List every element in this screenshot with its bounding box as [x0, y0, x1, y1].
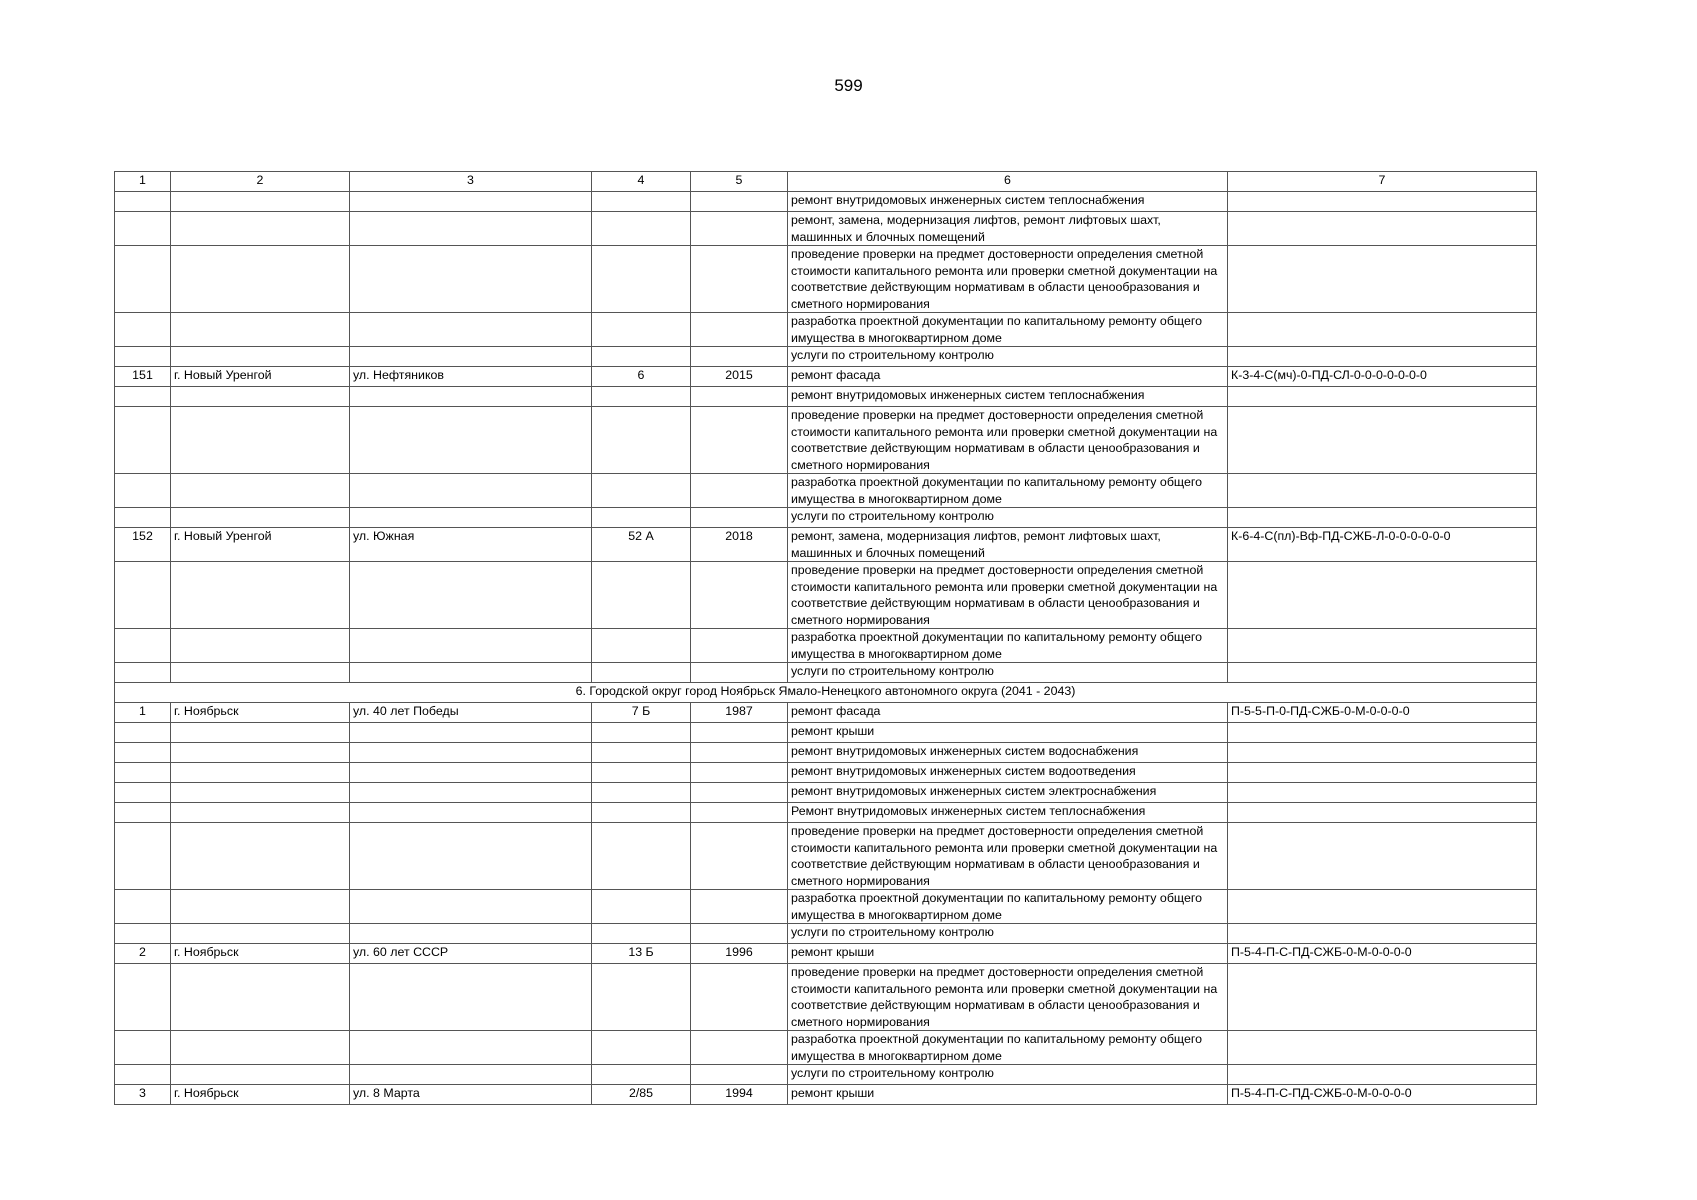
city-cell	[171, 723, 350, 743]
work-type-cell: разработка проектной документации по капитальному ремонту общего имущества в многоквартирном доме	[788, 1031, 1228, 1065]
work-type-cell: ремонт, замена, модернизация лифтов, ремонт лифтовых шахт, машинных и блочных помещений	[788, 212, 1228, 246]
build-year-cell: 1996	[691, 944, 788, 964]
table-row	[115, 823, 1537, 890]
table-row	[115, 629, 1537, 663]
table-row	[115, 743, 1537, 763]
city-cell	[171, 924, 350, 944]
build-year-cell: 1987	[691, 703, 788, 723]
table-header-row	[115, 172, 1537, 192]
city-cell	[171, 508, 350, 528]
house-number-cell	[592, 890, 691, 924]
work-type-cell: ремонт крыши	[788, 723, 1228, 743]
build-year-cell	[691, 1031, 788, 1065]
table-row	[115, 964, 1537, 1031]
house-code-cell	[1228, 1065, 1537, 1085]
street-cell	[350, 1065, 592, 1085]
work-type-cell: разработка проектной документации по капитальному ремонту общего имущества в многоквартирном доме	[788, 474, 1228, 508]
city-cell	[171, 890, 350, 924]
table-row	[115, 924, 1537, 944]
street-cell	[350, 192, 592, 212]
house-number-cell	[592, 313, 691, 347]
city-cell: г. Новый Уренгой	[171, 367, 350, 387]
build-year-cell	[691, 663, 788, 683]
row-number-cell: 152	[115, 528, 171, 562]
house-number-cell	[592, 783, 691, 803]
street-cell: ул. Южная	[350, 528, 592, 562]
city-cell	[171, 663, 350, 683]
street-cell	[350, 924, 592, 944]
table-row	[115, 192, 1537, 212]
table-row	[115, 407, 1537, 474]
city-cell	[171, 562, 350, 629]
table-row	[115, 803, 1537, 823]
city-cell: г. Ноябрьск	[171, 703, 350, 723]
house-number-cell	[592, 743, 691, 763]
table-row	[115, 944, 1537, 964]
table-row	[115, 474, 1537, 508]
section-heading: 6. Городской округ город Ноябрьск Ямало-Ненецкого автономного округа (2041 - 2043)	[115, 683, 1537, 703]
house-code-cell	[1228, 192, 1537, 212]
street-cell	[350, 803, 592, 823]
house-number-cell	[592, 823, 691, 890]
city-cell: г. Ноябрьск	[171, 1085, 350, 1105]
house-code-cell	[1228, 313, 1537, 347]
street-cell	[350, 723, 592, 743]
table-row	[115, 562, 1537, 629]
house-number-cell: 6	[592, 367, 691, 387]
house-number-cell	[592, 192, 691, 212]
build-year-cell: 1994	[691, 1085, 788, 1105]
build-year-cell	[691, 763, 788, 783]
table-row	[115, 723, 1537, 743]
house-number-cell	[592, 246, 691, 313]
table-row	[115, 663, 1537, 683]
house-code-cell	[1228, 743, 1537, 763]
build-year-cell	[691, 562, 788, 629]
work-type-cell: Ремонт внутридомовых инженерных систем теплоснабжения	[788, 803, 1228, 823]
city-cell	[171, 246, 350, 313]
street-cell	[350, 629, 592, 663]
row-number-cell	[115, 803, 171, 823]
house-code-cell: П-5-4-П-С-ПД-СЖБ-0-М-0-0-0-0	[1228, 1085, 1537, 1105]
house-number-cell	[592, 508, 691, 528]
work-type-cell: ремонт внутридомовых инженерных систем водоснабжения	[788, 743, 1228, 763]
street-cell	[350, 246, 592, 313]
row-number-cell	[115, 407, 171, 474]
work-type-cell: услуги по строительному контролю	[788, 924, 1228, 944]
street-cell	[350, 212, 592, 246]
table-row	[115, 1085, 1537, 1105]
row-number-cell	[115, 212, 171, 246]
build-year-cell	[691, 723, 788, 743]
header-cell: 2	[171, 172, 350, 192]
row-number-cell: 151	[115, 367, 171, 387]
street-cell: ул. Нефтяников	[350, 367, 592, 387]
row-number-cell	[115, 723, 171, 743]
work-type-cell: ремонт внутридомовых инженерных систем теплоснабжения	[788, 192, 1228, 212]
row-number-cell: 3	[115, 1085, 171, 1105]
house-code-cell: П-5-4-П-С-ПД-СЖБ-0-М-0-0-0-0	[1228, 944, 1537, 964]
street-cell	[350, 387, 592, 407]
house-code-cell	[1228, 964, 1537, 1031]
city-cell	[171, 347, 350, 367]
street-cell	[350, 743, 592, 763]
house-code-cell	[1228, 629, 1537, 663]
row-number-cell	[115, 663, 171, 683]
work-type-cell: ремонт крыши	[788, 1085, 1228, 1105]
street-cell: ул. 40 лет Победы	[350, 703, 592, 723]
house-code-cell	[1228, 663, 1537, 683]
work-type-cell: проведение проверки на предмет достоверности определения сметной стоимости капитального ремонта или проверки сметной документации на соответствие действующим нормативам в области ценообразования и сметного нормирования	[788, 562, 1228, 629]
house-code-cell	[1228, 823, 1537, 890]
house-number-cell	[592, 629, 691, 663]
house-number-cell	[592, 663, 691, 683]
house-number-cell	[592, 407, 691, 474]
build-year-cell	[691, 387, 788, 407]
row-number-cell: 1	[115, 703, 171, 723]
street-cell	[350, 783, 592, 803]
table-row	[115, 703, 1537, 723]
city-cell	[171, 474, 350, 508]
house-code-cell	[1228, 783, 1537, 803]
street-cell	[350, 313, 592, 347]
city-cell: г. Новый Уренгой	[171, 528, 350, 562]
table-row	[115, 1031, 1537, 1065]
row-number-cell	[115, 313, 171, 347]
header-cell: 1	[115, 172, 171, 192]
street-cell	[350, 407, 592, 474]
work-type-cell: ремонт крыши	[788, 944, 1228, 964]
build-year-cell	[691, 407, 788, 474]
house-code-cell	[1228, 562, 1537, 629]
table-row	[115, 387, 1537, 407]
work-type-cell: проведение проверки на предмет достоверности определения сметной стоимости капитального ремонта или проверки сметной документации на соответствие действующим нормативам в области ценообразования и сметного нормирования	[788, 246, 1228, 313]
house-code-cell: П-5-5-П-0-ПД-СЖБ-0-М-0-0-0-0	[1228, 703, 1537, 723]
work-type-cell: ремонт фасада	[788, 367, 1228, 387]
house-code-cell	[1228, 212, 1537, 246]
house-number-cell	[592, 562, 691, 629]
house-number-cell	[592, 803, 691, 823]
table-row	[115, 347, 1537, 367]
build-year-cell	[691, 246, 788, 313]
work-type-cell: услуги по строительному контролю	[788, 663, 1228, 683]
page-number: 599	[834, 76, 863, 95]
city-cell	[171, 783, 350, 803]
house-number-cell: 13 Б	[592, 944, 691, 964]
build-year-cell	[691, 803, 788, 823]
street-cell	[350, 474, 592, 508]
table-row	[115, 763, 1537, 783]
house-code-cell	[1228, 407, 1537, 474]
city-cell	[171, 763, 350, 783]
work-type-cell: ремонт внутридомовых инженерных систем теплоснабжения	[788, 387, 1228, 407]
street-cell	[350, 1031, 592, 1065]
house-number-cell: 2/85	[592, 1085, 691, 1105]
house-number-cell	[592, 1031, 691, 1065]
city-cell	[171, 803, 350, 823]
house-number-cell	[592, 763, 691, 783]
build-year-cell	[691, 212, 788, 246]
city-cell	[171, 387, 350, 407]
build-year-cell	[691, 629, 788, 663]
city-cell	[171, 407, 350, 474]
city-cell	[171, 823, 350, 890]
work-type-cell: проведение проверки на предмет достоверности определения сметной стоимости капитального ремонта или проверки сметной документации на соответствие действующим нормативам в области ценообразования и сметного нормирования	[788, 823, 1228, 890]
table-row	[115, 890, 1537, 924]
row-number-cell	[115, 763, 171, 783]
house-code-cell	[1228, 723, 1537, 743]
table-row	[115, 367, 1537, 387]
house-number-cell	[592, 387, 691, 407]
table-row	[115, 528, 1537, 562]
city-cell	[171, 1065, 350, 1085]
row-number-cell	[115, 387, 171, 407]
house-number-cell	[592, 212, 691, 246]
row-number-cell	[115, 629, 171, 663]
header-cell: 5	[691, 172, 788, 192]
header-cell: 4	[592, 172, 691, 192]
street-cell	[350, 508, 592, 528]
city-cell	[171, 313, 350, 347]
build-year-cell	[691, 474, 788, 508]
city-cell: г. Ноябрьск	[171, 944, 350, 964]
build-year-cell	[691, 508, 788, 528]
house-code-cell	[1228, 347, 1537, 367]
table-row	[115, 1065, 1537, 1085]
house-number-cell	[592, 723, 691, 743]
table-row	[115, 313, 1537, 347]
build-year-cell	[691, 823, 788, 890]
house-number-cell	[592, 964, 691, 1031]
table-row	[115, 212, 1537, 246]
header-cell: 7	[1228, 172, 1537, 192]
city-cell	[171, 743, 350, 763]
row-number-cell	[115, 1031, 171, 1065]
city-cell	[171, 192, 350, 212]
row-number-cell	[115, 192, 171, 212]
row-number-cell	[115, 924, 171, 944]
header-cell: 6	[788, 172, 1228, 192]
work-type-cell: услуги по строительному контролю	[788, 1065, 1228, 1085]
work-type-cell: разработка проектной документации по капитальному ремонту общего имущества в многоквартирном доме	[788, 313, 1228, 347]
header-cell: 3	[350, 172, 592, 192]
build-year-cell	[691, 347, 788, 367]
city-cell	[171, 964, 350, 1031]
build-year-cell	[691, 890, 788, 924]
build-year-cell	[691, 924, 788, 944]
city-cell	[171, 629, 350, 663]
street-cell	[350, 890, 592, 924]
build-year-cell	[691, 783, 788, 803]
build-year-cell	[691, 743, 788, 763]
street-cell	[350, 823, 592, 890]
house-code-cell	[1228, 1031, 1537, 1065]
street-cell	[350, 964, 592, 1031]
work-type-cell: проведение проверки на предмет достоверности определения сметной стоимости капитального ремонта или проверки сметной документации на соответствие действующим нормативам в области ценообразования и сметного нормирования	[788, 964, 1228, 1031]
row-number-cell	[115, 1065, 171, 1085]
row-number-cell	[115, 474, 171, 508]
row-number-cell	[115, 246, 171, 313]
build-year-cell: 2018	[691, 528, 788, 562]
house-code-cell	[1228, 508, 1537, 528]
row-number-cell: 2	[115, 944, 171, 964]
house-number-cell	[592, 924, 691, 944]
street-cell	[350, 763, 592, 783]
house-code-cell: К-6-4-С(пл)-Вф-ПД-СЖБ-Л-0-0-0-0-0-0	[1228, 528, 1537, 562]
row-number-cell	[115, 562, 171, 629]
work-type-cell: ремонт внутридомовых инженерных систем электроснабжения	[788, 783, 1228, 803]
house-code-cell	[1228, 387, 1537, 407]
house-code-cell	[1228, 890, 1537, 924]
table-row	[115, 508, 1537, 528]
build-year-cell	[691, 1065, 788, 1085]
build-year-cell	[691, 192, 788, 212]
work-type-cell: услуги по строительному контролю	[788, 508, 1228, 528]
table-row	[115, 246, 1537, 313]
house-code-cell	[1228, 803, 1537, 823]
row-number-cell	[115, 347, 171, 367]
row-number-cell	[115, 783, 171, 803]
street-cell: ул. 8 Марта	[350, 1085, 592, 1105]
work-type-cell: ремонт фасада	[788, 703, 1228, 723]
work-type-cell: проведение проверки на предмет достоверности определения сметной стоимости капитального ремонта или проверки сметной документации на соответствие действующим нормативам в области ценообразования и сметного нормирования	[788, 407, 1228, 474]
house-number-cell: 52 А	[592, 528, 691, 562]
row-number-cell	[115, 743, 171, 763]
house-code-cell	[1228, 763, 1537, 783]
house-code-cell: К-3-4-С(мч)-0-ПД-СЛ-0-0-0-0-0-0-0	[1228, 367, 1537, 387]
work-type-cell: ремонт, замена, модернизация лифтов, ремонт лифтовых шахт, машинных и блочных помещений	[788, 528, 1228, 562]
house-number-cell	[592, 1065, 691, 1085]
city-cell	[171, 1031, 350, 1065]
city-cell	[171, 212, 350, 246]
work-type-cell: ремонт внутридомовых инженерных систем водоотведения	[788, 763, 1228, 783]
house-number-cell	[592, 474, 691, 508]
street-cell	[350, 562, 592, 629]
street-cell	[350, 347, 592, 367]
build-year-cell: 2015	[691, 367, 788, 387]
street-cell	[350, 663, 592, 683]
work-type-cell: услуги по строительному контролю	[788, 347, 1228, 367]
house-number-cell: 7 Б	[592, 703, 691, 723]
house-number-cell	[592, 347, 691, 367]
street-cell: ул. 60 лет СССР	[350, 944, 592, 964]
house-code-cell	[1228, 924, 1537, 944]
table-row	[115, 783, 1537, 803]
row-number-cell	[115, 823, 171, 890]
work-type-cell: разработка проектной документации по капитальному ремонту общего имущества в многоквартирном доме	[788, 629, 1228, 663]
section-heading-row	[115, 683, 1537, 703]
row-number-cell	[115, 964, 171, 1031]
row-number-cell	[115, 890, 171, 924]
repair-schedule-table	[114, 171, 1537, 1105]
build-year-cell	[691, 313, 788, 347]
house-code-cell	[1228, 474, 1537, 508]
work-type-cell: разработка проектной документации по капитальному ремонту общего имущества в многоквартирном доме	[788, 890, 1228, 924]
build-year-cell	[691, 964, 788, 1031]
row-number-cell	[115, 508, 171, 528]
house-code-cell	[1228, 246, 1537, 313]
